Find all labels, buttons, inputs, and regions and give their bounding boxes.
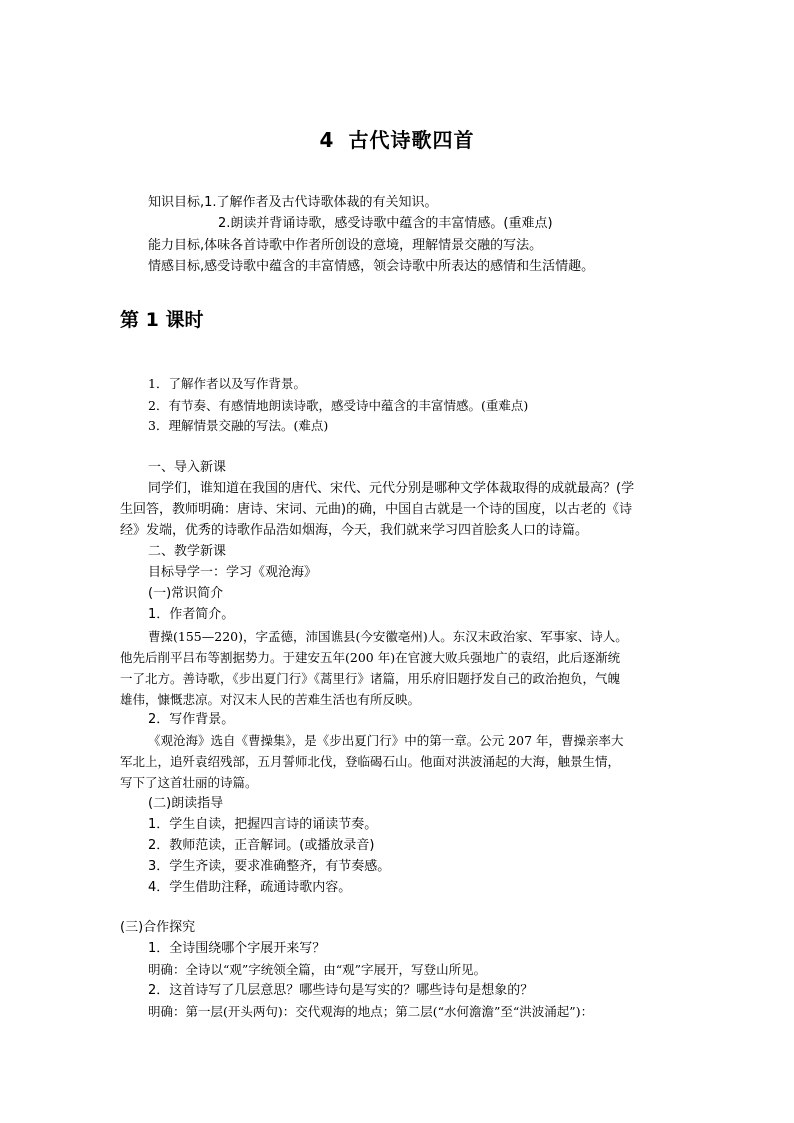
reading-step: 2．教师范读，正音解词。(或播放录音): [148, 838, 375, 853]
author-intro-line: 曹操(155—220)，字孟德，沛国谯县(今安徽亳州)人。东汉末政治家、军事家、诗人。: [148, 629, 628, 644]
goal-item: 2．有节奏、有感情地朗读诗歌，感受诗中蕴含的丰富情感。(重难点): [148, 398, 529, 413]
background-title: 2．写作背景。: [148, 712, 235, 727]
objective-emotion: 情感目标,感受诗歌中蕴含的丰富情感，领会诗歌中所表达的感情和生活情趣。: [148, 259, 595, 274]
author-intro-line: 一了北方。善诗歌，《步出夏门行》《蒿里行》诸篇，用乐府旧题抒发自己的政治抱负，气魄: [120, 671, 621, 686]
teaching-heading: 二、教学新课: [148, 544, 227, 559]
intro-paragraph-line: 生回答，教师明确：唐诗、宋词、元曲)的确，中国自古就是一个诗的国度，以古老的《诗: [120, 502, 633, 517]
author-intro-line: 他先后削平吕布等割据势力。于建安五年(200 年)在官渡大败兵强地广的袁绍，此后逐渐统: [120, 650, 621, 665]
answer-2: 明确：第一层(开头两句)：交代观海的地点；第二层(“水何澹澹”至“洪波涌起”)：: [148, 1004, 594, 1019]
question-1: 1．全诗围绕哪个字展开来写？: [148, 941, 326, 956]
title-number: 4: [319, 128, 335, 152]
lesson-heading: 第 1 课时: [120, 309, 204, 331]
title-text: 古代诗歌四首: [348, 128, 475, 152]
author-intro-title: 1．作者简介。: [148, 607, 235, 622]
intro-paragraph-line: 经》发端，优秀的诗歌作品浩如烟海，今天，我们就来学习四首脍炙人口的诗篇。: [120, 523, 589, 538]
section-reading-guide: (二)朗读指导: [148, 796, 224, 811]
question-2: 2．这首诗写了几层意思？哪些诗句是写实的？哪些诗句是想象的？: [148, 983, 534, 998]
target-heading: 目标导学一：学习《观沧海》: [148, 565, 318, 580]
reading-step: 4．学生借助注释，疏通诗歌内容。: [148, 880, 352, 895]
background-line: 军北上，追歼袁绍残部，五月誓师北伐，登临碣石山。他面对洪波涌起的大海，触景生情，: [120, 754, 621, 769]
objective-ability: 能力目标,体味各首诗歌中作者所创设的意境，理解情景交融的写法。: [148, 238, 543, 253]
goal-item: 1．了解作者以及写作背景。: [148, 376, 306, 391]
intro-heading: 一、导入新课: [148, 460, 227, 475]
objective-knowledge-2: 2.朗读并背诵诗歌，感受诗歌中蕴含的丰富情感。(重难点): [218, 216, 553, 231]
answer-1: 明确：全诗以“观”字统领全篇，由“观”字展开，写登山所见。: [148, 962, 487, 977]
section-cooperative-inquiry: (三)合作探究: [120, 920, 196, 935]
author-intro-line: 雄伟，慷慨悲凉。对汉末人民的苦难生活也有所反映。: [120, 692, 421, 707]
intro-paragraph-line: 同学们，谁知道在我国的唐代、宋代、元代分别是哪种文学体裁取得的成就最高？(学: [148, 481, 635, 496]
goal-item: 3．理解情景交融的写法。(难点): [148, 418, 329, 433]
section-common-knowledge: (一)常识简介: [148, 586, 224, 601]
objective-knowledge-1: 知识目标,1.了解作者及古代诗歌体裁的有关知识。: [148, 195, 438, 210]
reading-step: 1．学生自读，把握四言诗的诵读节奏。: [148, 817, 378, 832]
background-line: 写下了这首壮丽的诗篇。: [120, 775, 258, 790]
reading-step: 3．学生齐读，要求准确整齐，有节奏感。: [148, 859, 391, 874]
page-title: [0, 124, 794, 153]
background-line: 《观沧海》选自《曹操集》，是《步出夏门行》中的第一章。公元 207 年，曹操亲率大: [148, 733, 624, 748]
